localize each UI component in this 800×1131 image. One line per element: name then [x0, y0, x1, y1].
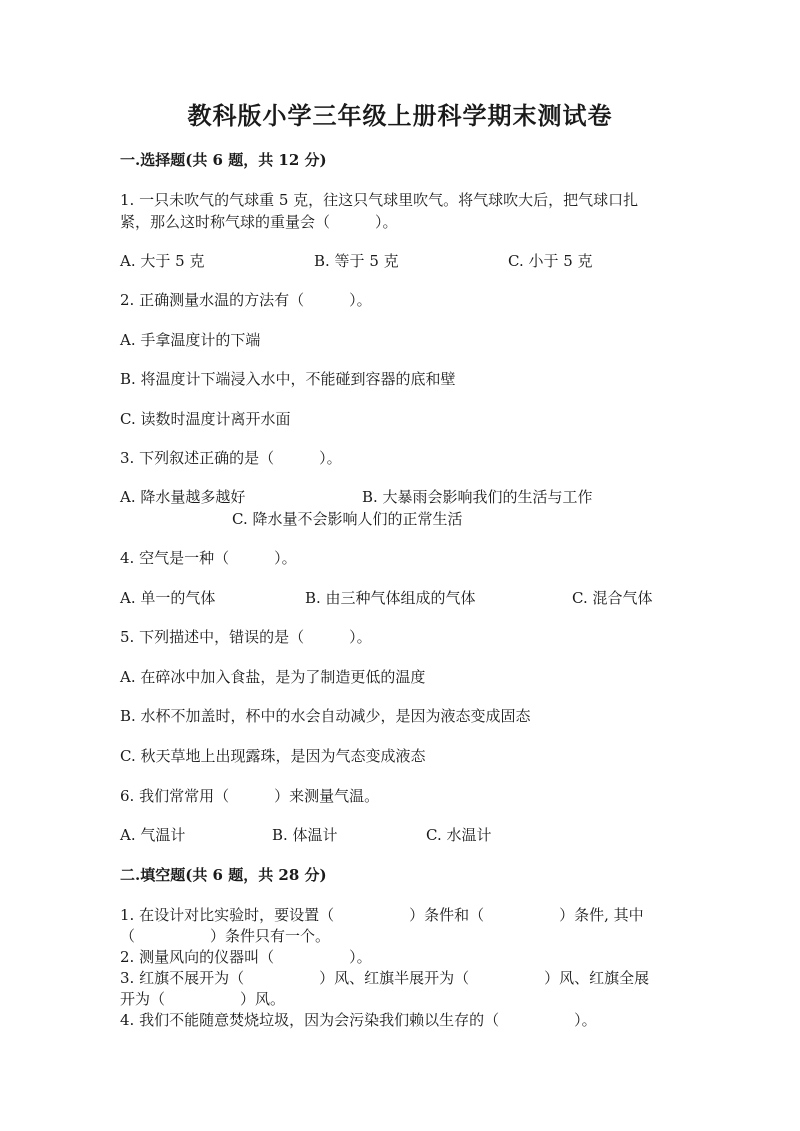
section-heading-choice: 一.选择题(共 6 题，共 12 分): [120, 151, 327, 169]
question-1-option-c: C. 小于 5 克: [508, 252, 593, 270]
fill-question-3-line-1: 3. 红旗不展开为（ ）风、红旗半展开为（ ）风、红旗全展: [120, 969, 650, 987]
question-4-option-a: A. 单一的气体: [120, 589, 216, 607]
question-6-option-b: B. 体温计: [272, 826, 338, 844]
question-6-stem: 6. 我们常常用（ ）来测量气温。: [120, 787, 380, 805]
question-3-option-a: A. 降水量越多越好: [120, 488, 246, 506]
question-5-option-b: B. 水杯不加盖时，杯中的水会自动减少，是因为液态变成固态: [120, 707, 531, 725]
question-5-option-c: C. 秋天草地上出现露珠，是因为气态变成液态: [120, 747, 426, 765]
page-title: 教科版小学三年级上册科学期末测试卷: [187, 101, 613, 130]
question-1-line-1: 1. 一只未吹气的气球重 5 克，往这只气球里吹气。将气球吹大后，把气球口扎: [120, 191, 639, 209]
question-4-option-c: C. 混合气体: [572, 589, 653, 607]
question-1-option-a: A. 大于 5 克: [120, 252, 205, 270]
question-1-option-b: B. 等于 5 克: [314, 252, 399, 270]
fill-question-1-line-1: 1. 在设计对比实验时，要设置（ ）条件和（ ）条件, 其中: [120, 906, 644, 924]
question-4-stem: 4. 空气是一种（ ）。: [120, 549, 297, 567]
question-2-option-b: B. 将温度计下端浸入水中，不能碰到容器的底和壁: [120, 370, 456, 388]
question-2-stem: 2. 正确测量水温的方法有（ ）。: [120, 291, 372, 309]
question-3-option-c: C. 降水量不会影响人们的正常生活: [232, 510, 463, 528]
question-5-stem: 5. 下列描述中，错误的是（ ）。: [120, 628, 372, 646]
fill-question-2: 2. 测量风向的仪器叫（ ）。: [120, 948, 372, 966]
question-5-option-a: A. 在碎冰中加入食盐，是为了制造更低的温度: [120, 668, 426, 686]
section-heading-fill-blank: 二.填空题(共 6 题，共 28 分): [120, 866, 327, 884]
question-4-option-b: B. 由三种气体组成的气体: [305, 589, 476, 607]
fill-question-3-line-2: 开为（ ）风。: [120, 990, 286, 1008]
question-3-option-b: B. 大暴雨会影响我们的生活与工作: [362, 488, 593, 506]
fill-question-4: 4. 我们不能随意焚烧垃圾，因为会污染我们赖以生存的（ ）。: [120, 1011, 597, 1029]
fill-question-1-line-2: （ ）条件只有一个。: [120, 927, 331, 945]
question-1-line-2: 紧，那么这时称气球的重量会（ ）。: [120, 213, 398, 231]
question-6-option-c: C. 水温计: [426, 826, 492, 844]
question-6-option-a: A. 气温计: [120, 826, 186, 844]
question-3-stem: 3. 下列叙述正确的是（ ）。: [120, 449, 342, 467]
question-2-option-c: C. 读数时温度计离开水面: [120, 410, 291, 428]
question-2-option-a: A. 手拿温度计的下端: [120, 331, 261, 349]
